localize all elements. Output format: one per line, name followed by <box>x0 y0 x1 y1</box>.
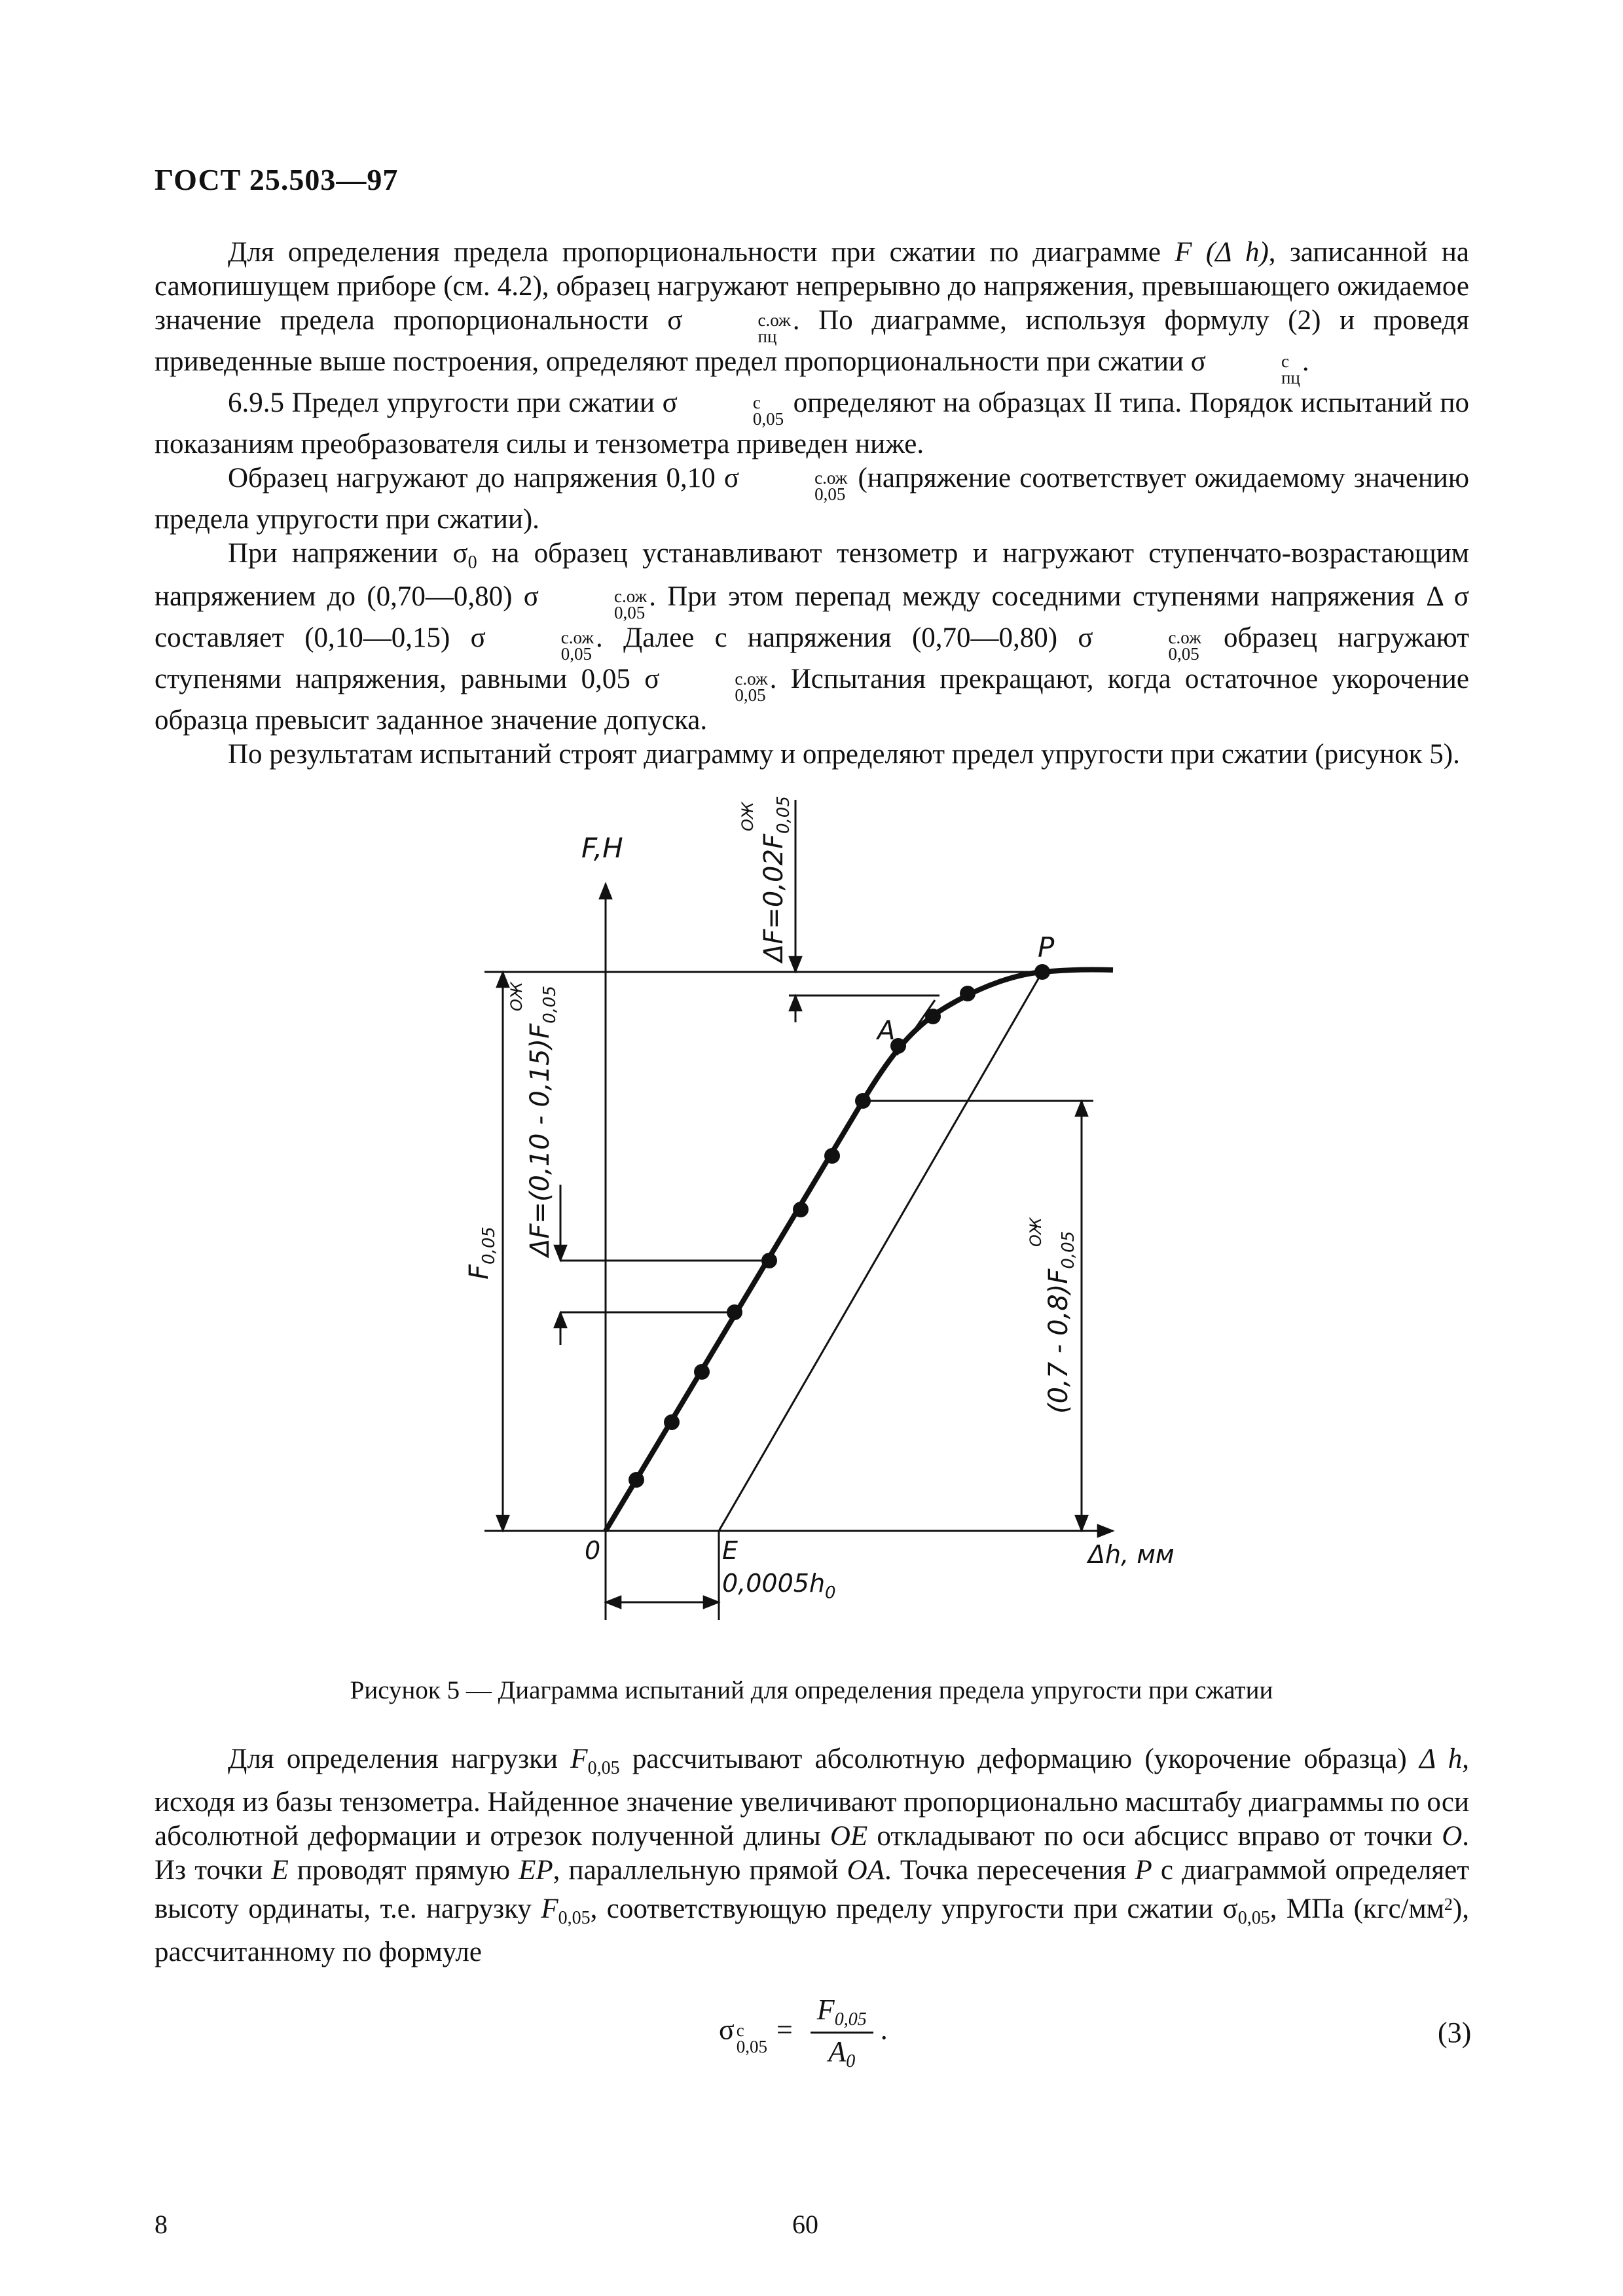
text-run: 6.9.5 Предел упругости при сжатии σ <box>228 387 678 418</box>
text-run: . Далее с напряжения (0,70—0,80) σ <box>595 622 1093 653</box>
text-run: на образец устанавливают тензометр и нагружают ступенчато-возрастающим напряжением до (0,70—0,80) σ <box>155 538 1469 612</box>
fraction-denominator: $A_0$ <box>828 2036 856 2072</box>
sub-sup: с.ож 0,05 <box>560 628 594 664</box>
page-number-left: 8 <box>155 2210 168 2239</box>
x-axis-label: Δh, мм <box>1088 1540 1175 1569</box>
symbol: F (Δ h) <box>1175 237 1269 268</box>
point-e-label: E <box>722 1536 739 1565</box>
sub-sup: с 0,05 <box>752 393 784 429</box>
data-point <box>629 1472 644 1488</box>
symbol: E <box>271 1855 289 1886</box>
formula-3 <box>719 1993 888 2072</box>
origin-label: 0 <box>585 1536 601 1565</box>
text-run: ), рассчитанному по формуле <box>155 1893 1469 1967</box>
subscript: 0 <box>467 552 477 573</box>
text-run: рассчитывают абсолютную деформацию (укорочение образца) <box>619 1744 1419 1774</box>
sub-sup: с.ож 0,05 <box>814 468 848 504</box>
data-point <box>664 1414 680 1430</box>
symbol: OE <box>830 1821 868 1852</box>
text-run: определяют на образцах II типа. Порядок испытаний по показаниям преобразователя силы и тензометра приведен ниже. <box>155 387 1470 459</box>
data-point <box>761 1253 777 1268</box>
sub-sup: с.ож 0,05 <box>613 586 647 622</box>
symbol: O <box>1442 1821 1463 1852</box>
text-run: , параллельную прямой <box>553 1855 847 1886</box>
figure-caption: Рисунок 5 — Диаграмма испытаний для определения предела упругости при сжатии <box>350 1676 1273 1704</box>
text-run: Для определения нагрузки <box>228 1744 571 1774</box>
point-a-label: A <box>877 1016 896 1046</box>
text-run: откладывают по оси абсцисс вправо от точки <box>867 1821 1442 1852</box>
text-run: . Из точки <box>155 1821 1470 1886</box>
text-run: . Точка пересечения <box>884 1855 1135 1886</box>
text-run: , МПа (кгс/мм <box>1269 1893 1444 1924</box>
data-point <box>925 1009 941 1024</box>
page-number-center: 60 <box>792 2210 818 2239</box>
data-point <box>824 1148 840 1164</box>
text-run: При напряжении σ <box>228 538 468 569</box>
text-run: . По диаграмме, используя формулу (2) и проведя приведенные выше построения, определяют предел пропорциональности при сжатии σ <box>155 305 1469 377</box>
formula-fraction <box>811 1993 873 2072</box>
symbol: EP <box>519 1855 553 1886</box>
formula-lhs-indices: с 0,05 <box>736 2020 767 2056</box>
symbol: F <box>570 1744 588 1774</box>
formula-lhs: σ <box>719 2013 735 2046</box>
data-point <box>694 1364 710 1380</box>
sub-sup: с пц <box>1281 351 1300 387</box>
text-run: Для определения предела пропорциональности при сжатии по диаграмме <box>228 237 1175 268</box>
subscript: 0,05 <box>587 1758 620 1778</box>
dim-left-outer-label: $F_{0,05}$ <box>464 1227 499 1280</box>
paragraph-6 <box>155 1742 1469 1969</box>
subscript: 0,05 <box>558 1908 591 1928</box>
formula-equals: = <box>776 2013 793 2046</box>
data-point <box>855 1093 871 1109</box>
text-run: . При этом перепад между соседними ступенями напряжения Δ σ составляет (0,10—0,15) σ <box>155 581 1469 653</box>
point-p-label: P <box>1038 931 1055 963</box>
text-run: с диаграммой определяет высоту ординаты, т.е. нагрузку <box>155 1855 1470 1924</box>
dim-left-inner-sup: ОЖ <box>507 982 526 1011</box>
offset-label: $0,0005h_0$ <box>722 1569 836 1603</box>
line-ep <box>719 972 1042 1531</box>
superscript: 2 <box>1444 1895 1453 1914</box>
text-run: , соответствующую пределу упругости при сжатии σ <box>590 1893 1238 1924</box>
body-text-bottom <box>155 1742 1469 1969</box>
symbol: F <box>541 1893 558 1924</box>
sub-sup: с.ож пц <box>757 310 791 346</box>
text-run: образец нагружают ступенями напряжения, равными 0,05 σ <box>155 622 1470 694</box>
sub-sup: с.ож 0,05 <box>735 669 768 705</box>
data-point <box>960 986 976 1001</box>
formula-end: . <box>880 2013 888 2046</box>
equation-number: (3) <box>1438 2017 1472 2049</box>
dim-top-label: $\Delta F=0,02F_{0,05}$ <box>759 796 793 962</box>
loading-curve <box>606 969 1113 1531</box>
subscript: 0,05 <box>1237 1908 1270 1928</box>
dim-left-inner-label: $\Delta F=(0,10 - 0,15)F_{0,05}$ <box>525 986 560 1257</box>
symbol: Δ h <box>1419 1744 1463 1774</box>
text-run: , исходя из базы тензометра. Найденное значение увеличивают пропорционально масштабу диаграммы по оси абсолютной деформации и отрезок полученной длины <box>155 1744 1469 1852</box>
dim-right-sup: ОЖ <box>1027 1217 1045 1247</box>
dim-right-label: $(0,7 - 0,8)F_{0,05}$ <box>1044 1230 1078 1414</box>
text-run: . Испытания прекращают, когда остаточное укорочение образца превысит заданное значение допуска. <box>155 664 1469 736</box>
dim-top-sup: ОЖ <box>739 802 757 831</box>
document-header: ГОСТ 25.503—97 <box>155 163 399 196</box>
text-run: Образец нагружают до напряжения 0,10 σ <box>228 463 740 493</box>
point-p-dot <box>1034 964 1050 980</box>
fraction-numerator: $F_{0,05}$ <box>811 1993 873 2034</box>
sub-sup: с.ож 0,05 <box>1168 628 1201 664</box>
y-axis-label: F,H <box>581 832 623 864</box>
text-run: проводят прямую <box>288 1855 519 1886</box>
symbol: OA <box>847 1855 884 1886</box>
paragraph-1: Для определения предела пропорциональности при сжатии по диаграмме F (Δ h), записанной на самопишущем приборе (см. 4.2), образец нагружают непрерывно до напряжения, превышающего ожидаемое значение предела пропорциональности σ с.ож пц . По диаграмме, используя формулу (2) и проведя приведенные выше построения, определяют предел пропорциональности при сжатии σ с пц . <box>155 237 1470 387</box>
data-point <box>727 1304 742 1320</box>
data-point <box>793 1202 809 1217</box>
text-run: (напряжение соответствует ожидаемому значению предела упругости при сжатии). <box>155 463 1469 535</box>
symbol: P <box>1135 1855 1152 1886</box>
text-run: , записанной на самопишущем приборе (см. 4.2), образец нагружают непрерывно до напряжения, превышающего ожидаемое значение предела пропорциональности σ <box>155 237 1470 336</box>
paragraph-5: По результатам испытаний строят диаграмму и определяют предел упругости при сжатии (рисунок 5). <box>228 739 1460 770</box>
